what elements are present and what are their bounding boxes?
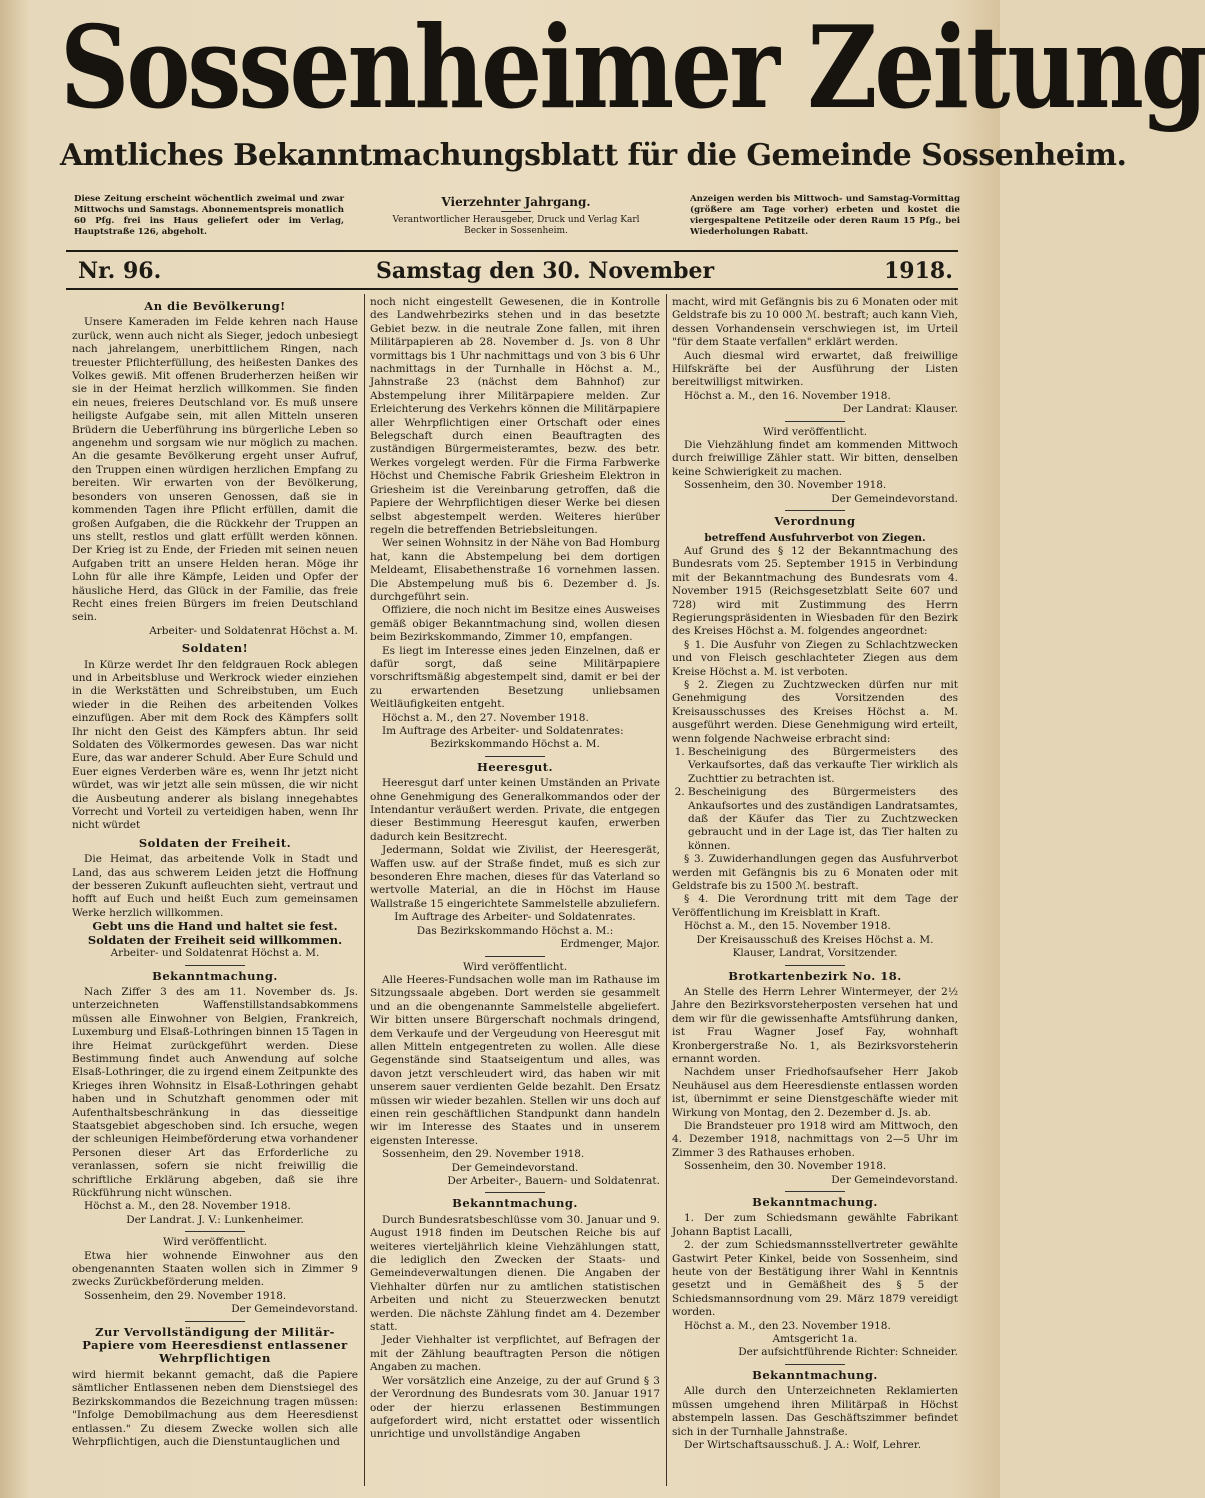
article-subheading: betreffend Ausfuhrverbot von Ziegen. xyxy=(704,531,926,544)
date-line: Höchst a. M., den 23. November 1918. xyxy=(684,1319,891,1332)
masthead-title: Sossenheimer Zeitung xyxy=(60,0,1205,135)
signature: Der Gemeindevorstand. xyxy=(451,1161,579,1174)
article-text: Etwa hier wohnende Einwohner aus den obengenannten Staaten wollen sich in Zimmer 9 zwecks Zurückbeförderung melden. xyxy=(72,1249,358,1289)
article-text: Die Heimat, das arbeitende Volk in Stadt und Land, das aus schwerem Leiden jetzt die Hoffnung der besseren Zukunft aufleuchten sieht, vertraut und hofft auf Euch und heißt Euch zum gemeinsamen Werke herzlich willkommen. xyxy=(72,853,358,919)
list-item: 2. Bescheinigung des Bürgermeisters des Ankaufsortes und des zuständigen Landratsamtes, daß der Käufer das Tier zu Zuchtzwecken gebraucht und in der Lage ist, das Tier halten zu können. xyxy=(688,786,958,853)
publication-note: Wird veröffentlicht. xyxy=(762,425,868,438)
article-text: Die Brandsteuer pro 1918 wird am Mittwoch, den 4. Dezember 1918, nachmittags von 2—5 Uhr im Zimmer 3 des Rathauses erhoben. xyxy=(672,1119,958,1159)
column-2 xyxy=(370,296,660,1486)
article-heading: Brotkartenbezirk No. 18. xyxy=(728,968,902,983)
article-heading: Bekanntmachung. xyxy=(452,1196,578,1211)
date-line: Höchst a. M., den 27. November 1918. xyxy=(382,711,589,724)
divider xyxy=(185,1321,245,1322)
slogan: Soldaten der Freiheit seid willkommen. xyxy=(87,932,343,947)
article-text: Heeresgut darf unter keinen Umständen an Private ohne Genehmigung des Generalkommandos oder der Intendantur veräußert werden. Private, die entgegen dieser Bestimmung Heeresgut kaufen, erwerben dadurch kein Besitzrecht. xyxy=(370,777,660,843)
divider xyxy=(501,211,531,212)
divider xyxy=(485,1192,545,1193)
signature: Der Arbeiter-, Bauern- und Soldatenrat. xyxy=(447,1175,660,1187)
list-item: 1. Bescheinigung des Bürgermeisters des Verkaufsortes, daß das verkaufte Tier wirklich als Zuchttier zu betrachten ist. xyxy=(688,746,958,786)
article-text: Die Viehzählung findet am kommenden Mittwoch durch freiwillige Zähler statt. Wir bitten, denselben keine Schwierigkeit zu machen. xyxy=(672,439,958,478)
article-heading: Soldaten! xyxy=(181,641,249,656)
signature: Der Landrat: Klauser. xyxy=(842,403,958,416)
article-text: Offiziere, die noch nicht im Besitze eines Ausweises gemäß obiger Bekanntmachung sind, wollen diesen beim Bezirkskommando, Zimmer 10, empfangen. xyxy=(370,604,660,644)
article-text: Jeder Viehhalter ist verpflichtet, auf Befragen der mit der Zählung beauftragten Person die nötigen Angaben zu machen. xyxy=(370,1334,660,1374)
divider xyxy=(66,250,958,252)
article-text: Jedermann, Soldat wie Zivilist, der Heeresgerät, Waffen usw. auf der Straße findet, muß es sich zur besonderen Ehre machen, dieses für das Vaterland so wertvolle Material, an die in Höchst im Hause Wallstraße 15 eingerichtete Sammelstelle abzuliefern. xyxy=(370,844,660,910)
volume-info xyxy=(376,194,656,237)
article-text: 1. Der zum Schiedsmann gewählte Fabrikant Johann Baptist Lacalli, xyxy=(672,1212,958,1238)
signature: Klauser, Landrat, Vorsitzender. xyxy=(732,947,898,960)
column-rule xyxy=(364,294,365,1486)
article-text: 2. der zum Schiedsmannsstellvertreter gewählte Gastwirt Peter Kinkel, beide von Sossenheim, sind heute von der Bestätigung ihrer Wahl in Kenntnis gesetzt und in Gemäßheit des § 5 der Schiedsmannsordnung vom 29. März 1879 vereidigt worden. xyxy=(672,1239,958,1319)
article-text: Durch Bundesratsbeschlüsse vom 30. Januar und 9. August 1918 finden im Deutschen Reiche bis auf weiteres vierteljährlich kleine Viehzählungen statt, die lediglich den Zwecken der Staats- und Gemeindeverwaltungen dienen. Die Angaben der Viehhalter dürfen nur zu amtlichen statistischen Arbeiten und nicht zu Steuerzwecken benutzt werden. Die nächste Zählung findet am 4. Dezember statt. xyxy=(370,1213,660,1334)
divider xyxy=(785,1364,845,1365)
column-3 xyxy=(672,296,958,1486)
signature: Der Landrat. J. V.: Lunkenheimer. xyxy=(126,1213,304,1226)
signature: Amtsgericht 1a. xyxy=(772,1333,858,1346)
date-line: Höchst a. M., den 16. November 1918. xyxy=(684,389,891,402)
signature: Im Auftrage des Arbeiter- und Soldatenrates: xyxy=(382,725,624,737)
signature: Das Bezirkskommando Höchst a. M.: xyxy=(416,924,614,937)
divider xyxy=(185,965,245,966)
requirements-list xyxy=(672,746,958,853)
article-text: Alle durch den Unterzeichneten Reklamierten müssen umgehend ihren Militärpaß in Höchst abstempeln lassen. Das Geschäftszimmer befindet sich in der Turnhalle Jahnstraße. xyxy=(672,1385,958,1438)
article-text: Nachdem unser Friedhofsaufseher Herr Jakob Neuhäusel aus dem Heeresdienste entlassen worden ist, übernimmt er seine Dienstgeschäfte wieder mit Wirkung von Montag, den 2. Dezember d. Js. ab. xyxy=(672,1066,958,1119)
publication-note: Wird veröffentlicht. xyxy=(162,1236,268,1249)
divider xyxy=(66,288,958,290)
date-line: Sossenheim, den 29. November 1918. xyxy=(382,1148,585,1161)
issue-number: Nr. 96. xyxy=(78,258,162,284)
volume-label: Vierzehnter Jahrgang. xyxy=(441,195,591,209)
signature: Im Auftrage des Arbeiter- und Soldatenrates. xyxy=(394,911,636,924)
divider xyxy=(485,956,545,957)
date-line: Sossenheim, den 30. November 1918. xyxy=(684,1160,887,1173)
issue-date: Samstag den 30. November xyxy=(376,258,715,284)
signature: Arbeiter- und Soldatenrat Höchst a. M. xyxy=(110,947,320,960)
date-line: Sossenheim, den 29. November 1918. xyxy=(84,1289,287,1302)
article-heading: Bekanntmachung. xyxy=(752,1195,878,1209)
article-heading: Zur Vervollständigung der Militär-Papiere vom Heeresdienst entlassener Wehrpflichtigen xyxy=(82,1324,348,1366)
signature: Erdmenger, Major. xyxy=(560,938,660,951)
date-line: Sossenheim, den 30. November 1918. xyxy=(684,479,887,492)
article-text: An Stelle des Herrn Lehrer Wintermeyer, der 2½ Jahre den Bezirksvorsteherposten versehen hat und dem wir für die gewissenhafte Amtsführung danken, ist Frau Wagner Josef Fay, wohnhaft Kronbergerstraße No. 1, als Bezirksvorsteherin ernannt worden. xyxy=(672,985,958,1065)
article-text: Wer vorsätzlich eine Anzeige, zu der auf Grund § 3 der Verordnung des Bundesrats vom 30. Januar 1917 oder der hierzu erlassenen Bestimmungen aufgefordert wird, nicht erstattet oder wissentlich unrichtige und unvollständige Angaben xyxy=(370,1374,660,1441)
article-text: macht, wird mit Gefängnis bis zu 6 Monaten oder mit Geldstrafe bis zu 10 000 ℳ. bestraft; auch kann Vieh, dessen Vorhandensein verschwiegen ist, im Urteil "für dem Staate verfallen" erklärt werden. xyxy=(672,296,958,349)
signature: Der Gemeindevorstand. xyxy=(831,1173,958,1186)
signature: Der Gemeindevorstand. xyxy=(831,492,958,505)
article-text: In Kürze werdet Ihr den feldgrauen Rock ablegen und in Arbeitsbluse und Werkrock wieder einziehen in die Werkstätten und Schreibstuben, um Euch wieder in die Reihen des arbeitenden Volkes einzufügen. Aber mit dem Rock des Kämpfers sollt Ihr nicht den Geist des Kämpfers abtun. Ihr seid Soldaten des Völkermordes gewesen. Das war nicht Eure, das war anderer Schuld. Aber Eure Schuld und Euer eignes Verderben wäre es, wenn Ihr jetzt nicht würdet, was wir jetzt alle sein müssen, die wir nicht die Ausbeutung anderer als bislang innegehabtes Vorrecht und Vorteil zu verteidigen haben, wenn Ihr nicht würdet xyxy=(72,658,358,832)
article-text: Unsere Kameraden im Felde kehren nach Hause zurück, wenn auch nicht als Sieger, jedoch unbesiegt nach jahrelangem, unerbittlichem Ringen, nach treuester Pflichterfüllung, des heißesten Dankes des Volkes gewiß. Mit offenen Bruderherzen heißen wir sie in der Heimat herzlich willkommen. Sie finden ein neues, freieres Deutschland vor. Es muß unsere heiligste Aufgabe sein, mit allen Mitteln unseren Brüdern die Ueberführung ins bürgerliche Leben so angenehm und sorgsam wie nur möglich zu machen. An die gesamte Bevölkerung ergeht unser Aufruf, den Truppen einen würdigen herzlichen Empfang zu bereiten. Wir erwarten von der Bevölkerung, besonders von unseren Genossen, daß sie in kommenden Tagen ihre Pflicht erfüllen, damit die großen Aufgaben, die die Rückkehr der Truppen an uns stellt, restlos und glatt erfüllt werden können. Der Krieg ist zu Ende, der Frieden mit seinen neuen Aufgaben tritt an unsere Helden heran. Möge ihr Lohn für alle ihre Kämpfe, Leiden und Opfer der häusliche Herd, das Glück in der Familie, das freie Recht eines freien Bürgers im freien Deutschland sein. xyxy=(72,316,358,624)
article-text: § 3. Zuwiderhandlungen gegen das Ausfuhrverbot werden mit Gefängnis bis zu 6 Monaten oder mit Geldstrafe bis zu 1500 ℳ. bestraft. xyxy=(672,853,958,893)
signature: Bezirkskommando Höchst a. M. xyxy=(430,738,600,751)
article-heading: Soldaten der Freiheit. xyxy=(138,835,292,850)
issue-row xyxy=(66,256,958,286)
article-text: noch nicht eingestellt Gewesenen, die in Kontrolle des Landwehrbezirks stehen und in das besetzte Gebiet bezw. in die neutrale Zone fallen, mit ihren Militärpapieren ab 28. November d. Js. von 8 Uhr vormittags bis 1 Uhr nachmittags und von 3 bis 6 Uhr nachmittags in der Turnhalle in Höchst a. M., Jahnstraße 23 (nächst dem Bahnhof) zur Abstempelung ihrer Militärpapiere melden. Zur Erleichterung des Verkehrs können die Militärpapiere aller Wehrpflichtigen einer Ortschaft oder eines Belegschaft durch einen Beauftragten des zuständigen Bürgermeisteramtes, bezw. des betr. Werkes vorgelegt werden. Für die Firma Farbwerke Höchst und Chemische Fabrik Griesheim Elektron in Griesheim ist die Vereinbarung getroffen, daß die Papiere der Wehrpflichtigen dieser Werke bei diesen selbst abgestempelt werden. Weiteres hierüber regeln die betreffenden Betriebsleitungen. xyxy=(370,296,660,536)
article-text: § 1. Die Ausfuhr von Ziegen zu Schlachtzwecken und von Fleisch geschlachteter Ziegen aus dem Kreise Höchst a. M. ist verboten. xyxy=(672,638,958,678)
article-text: § 4. Die Verordnung tritt mit dem Tage der Veröffentlichung im Kreisblatt in Kraft. xyxy=(672,893,958,919)
article-text: Nach Ziffer 3 des am 11. November ds. Js. unterzeichneten Waffenstillstandsabkommens müssen alle Einwohner von Belgien, Frankreich, Luxemburg und Elsaß-Lothringen binnen 15 Tagen in ihre Heimat zurückgeführt werden. Diese Bestimmung findet auch Anwendung auf solche Elsaß-Lothringer, die zu irgend einem Zeitpunkte des Krieges ihren Wohnsitz in Elsaß-Lothringen gehabt haben und in Schutzhaft genommen oder mit Aufenthaltsbeschränkung in das diesseitige Staatsgebiet abgeschoben sind. Ich ersuche, wegen der schleunigen Heimbeförderung etwa vorhandener Personen dieser Art das Erforderliche zu veranlassen, sofern sie nicht freiwillig die schriftliche Erklärung abgeben, daß sie ihre Rückführung nicht wünschen. xyxy=(72,985,358,1199)
date-line: Höchst a. M., den 28. November 1918. xyxy=(84,1200,291,1213)
slogan: Gebt uns die Hand und haltet sie fest. xyxy=(92,919,338,934)
column-1 xyxy=(72,296,358,1486)
date-line: Höchst a. M., den 15. November 1918. xyxy=(684,920,891,933)
signature: Der Gemeindevorstand. xyxy=(231,1303,358,1316)
article-heading: Heeresgut. xyxy=(476,759,554,774)
article-text: Auch diesmal wird erwartet, daß freiwillige Hilfskräfte bei der Ausführung der Listen bereitwilligst mitwirken. xyxy=(672,349,958,389)
divider xyxy=(785,510,845,511)
divider xyxy=(485,756,545,757)
subscription-info: Diese Zeitung erscheint wöchentlich zweimal und zwar Mittwochs und Samstags. Abonnementspreis monatlich 60 Pfg. frei ins Haus geliefert oder im Verlag, Hauptstraße 126, abgeholt. xyxy=(74,194,344,237)
publication-note: Wird veröffentlicht. xyxy=(462,960,568,973)
article-heading: Bekanntmachung. xyxy=(152,968,278,983)
column-rule xyxy=(666,294,667,1486)
article-text: § 2. Ziegen zu Zuchtzwecken dürfen nur mit Genehmigung des Vorsitzenden des Kreisausschusses des Kreises Höchst a. M. ausgeführt werden. Diese Genehmigung wird erteilt, wenn folgende Nachweise erbracht sind: xyxy=(672,678,958,745)
signature: Der Kreisausschuß des Kreises Höchst a. M. xyxy=(696,933,934,946)
divider xyxy=(185,1231,245,1232)
article-text: Es liegt im Interesse eines jeden Einzelnen, daß er dafür sorgt, daß seine Militärpapiere vorschriftsmäßig abgestempelt sind, damit er bei der zu erwartenden Besetzung unliebsamen Weitläufigkeiten entgeht. xyxy=(370,644,660,711)
divider xyxy=(785,1191,845,1192)
masthead-subtitle: Amtliches Bekanntmachungsblatt für die Gemeinde Sossenheim. xyxy=(60,138,1127,173)
article-heading: Bekanntmachung. xyxy=(752,1367,878,1382)
article-text: Auf Grund des § 12 der Bekanntmachung des Bundesrats vom 25. September 1915 in Verbindung mit der Bekanntmachung des Bundesrats vom 4. November 1915 (Reichsgesetzblatt Seite 607 und 728) wird mit Zustimmung des Herrn Regierungspräsidenten in Wiesbaden für den Bezirk des Kreises Höchst a. M. folgendes angeordnet: xyxy=(672,544,958,638)
issue-year: 1918. xyxy=(884,258,953,284)
signature: Der Wirtschaftsausschuß. J. A.: Wolf, Lehrer. xyxy=(684,1438,922,1451)
article-text: Alle Heeres-Fundsachen wolle man im Rathause im Sitzungssaale abgeben. Dort werden sie gesammelt und an die obengenannte Sammelstelle abgeliefert. Wir bitten unsere Bürgerschaft nochmals dringend, dem Verkaufe und der Vergeudung von Heeresgut mit allen Mitteln entgegentreten zu wollen. Alle diese Gegenstände sind Staatseigentum und alles, was davon jetzt verschleudert wird, das haben wir mit unserem sauer verdienten Gelde bezahlt. Den Ersatz müssen wir wieder bezahlen. Stellen wir uns doch auf einen rein geschäftlichen Standpunkt dann handeln wir im Interesse des Staates und in unserem eigensten Interesse. xyxy=(370,973,660,1147)
article-heading: An die Bevölkerung! xyxy=(144,299,286,313)
article-heading: Verordnung xyxy=(774,514,856,529)
article-text: wird hiermit bekannt gemacht, daß die Papiere sämtlicher Entlassenen neben dem Dienstsiegel des Bezirkskommandos die Bezeichnung tragen müssen: "Infolge Demobilmachung aus dem Heeresdienst entlassen." Zu diesem Zwecke wollen sich alle Wehrpflichtigen, auch die Dienstuntauglichen und xyxy=(72,1368,358,1448)
signature: Der aufsichtführende Richter: Schneider. xyxy=(738,1346,958,1359)
signature: Arbeiter- und Soldatenrat Höchst a. M. xyxy=(149,624,358,637)
publisher-info: Verantwortlicher Herausgeber, Druck und Verlag Karl Becker in Sossenheim. xyxy=(392,215,640,236)
divider xyxy=(785,965,845,966)
advert-info: Anzeigen werden bis Mittwoch- und Samstag-Vormittag (größere am Tage vorher) erbeten und kostet die viergespaltene Petitzeile oder deren Raum 15 Pfg., bei Wiederholungen Rabatt. xyxy=(690,194,960,237)
article-text: Wer seinen Wohnsitz in der Nähe von Bad Homburg hat, kann die Abstempelung bei dem dortigen Meldeamt, Elisabethenstraße 16 vornehmen lassen. Die Abstempelung muß bis 6. Dezember d. Js. durchgeführt sein. xyxy=(370,537,660,603)
divider xyxy=(785,421,845,422)
